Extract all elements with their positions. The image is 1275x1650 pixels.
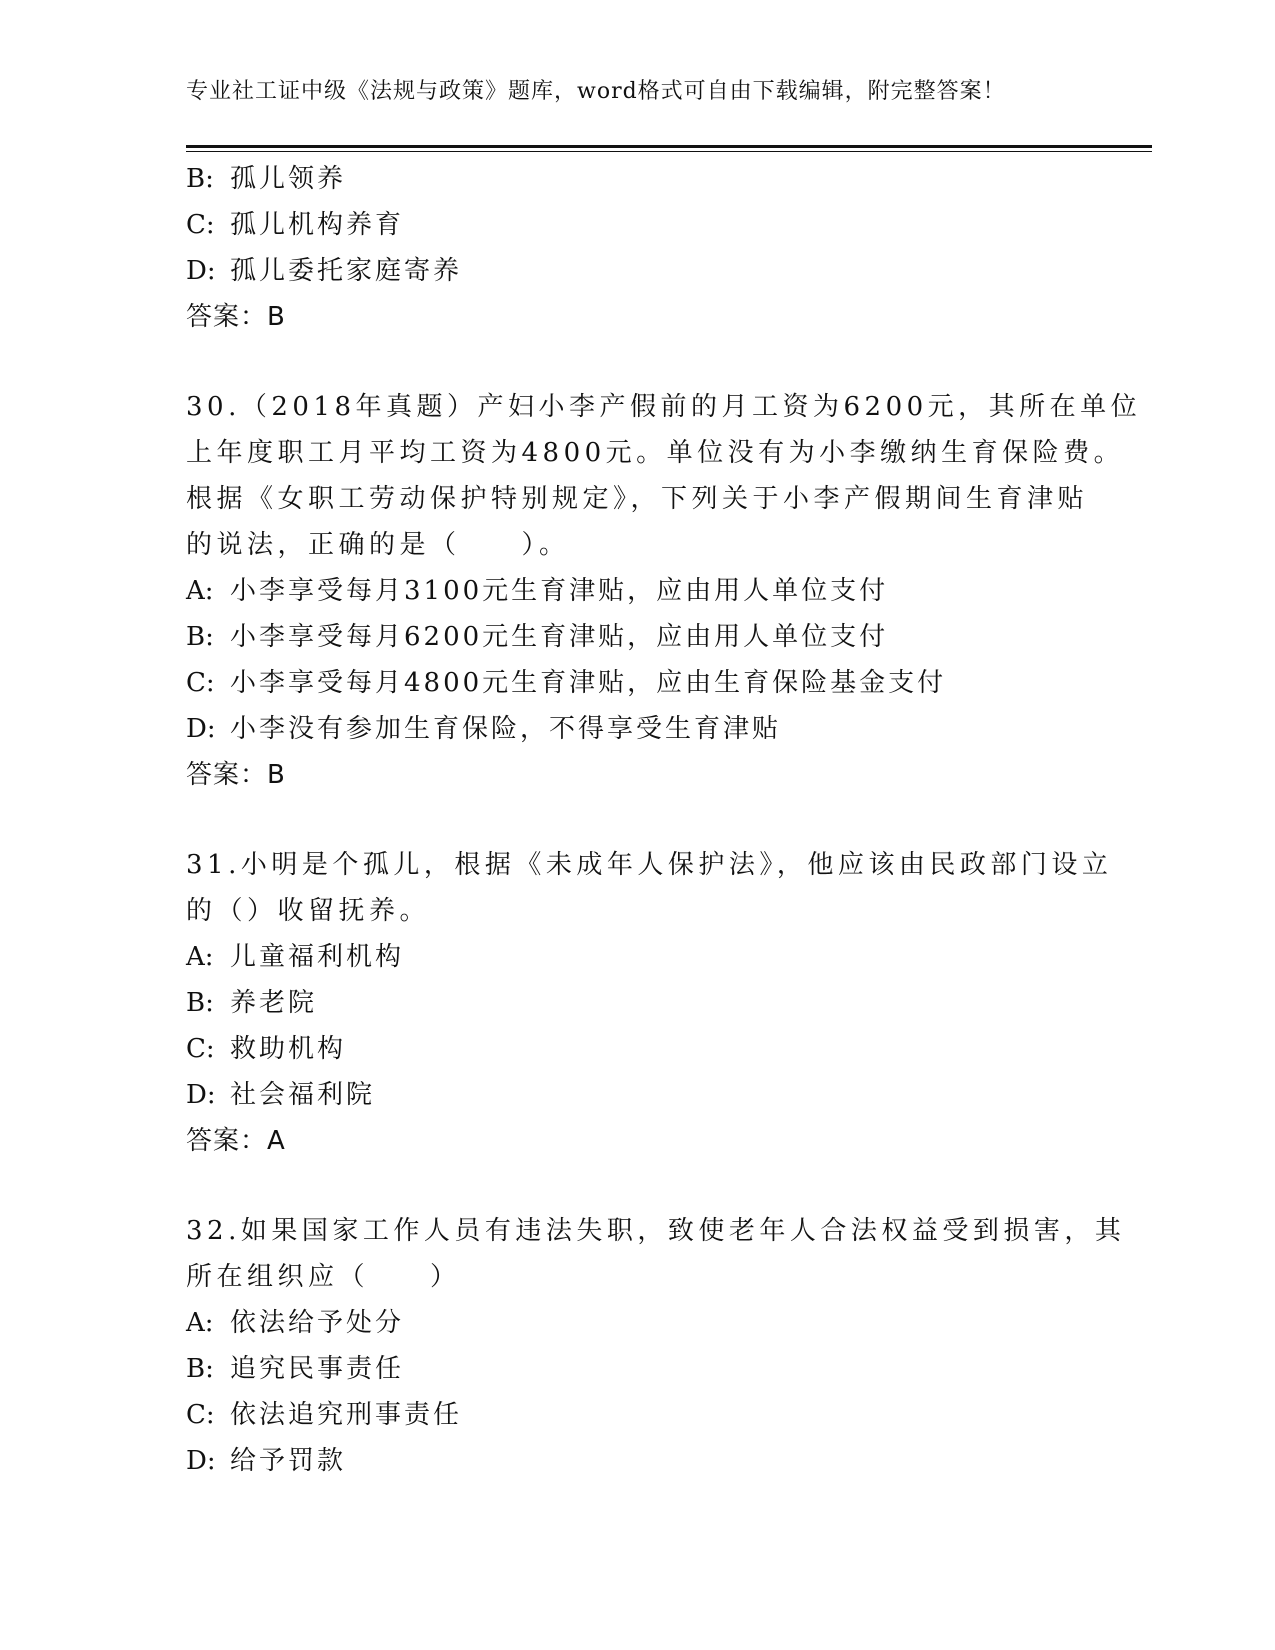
option-label: B: (186, 622, 214, 652)
q29-option-b (186, 156, 1086, 202)
option-label: A: (186, 1308, 214, 1338)
q31-option-d (186, 1072, 1086, 1118)
option-label: D: (186, 1446, 216, 1476)
q29-answer: 答案：B (186, 302, 286, 332)
q30-option-a (186, 568, 1086, 614)
q30-option-b (186, 614, 1086, 660)
option-text: 小李没有参加生育保险，不得享受生育津贴 (230, 714, 782, 744)
spacer (186, 798, 1086, 842)
q30-option-d (186, 706, 1086, 752)
page-header: 专业社工证中级《法规与政策》题库，word格式可自由下载编辑，附完整答案！ (186, 79, 1006, 104)
option-label: C: (186, 1400, 215, 1430)
q29-option-c (186, 202, 1086, 248)
option-text: 孤儿领养 (230, 164, 347, 194)
option-text: 养老院 (230, 988, 318, 1018)
option-text: 孤儿委托家庭寄养 (230, 256, 463, 286)
q30-stem-line-3: 根据《女职工劳动保护特别规定》，下列关于小李产假期间生育津贴 (186, 484, 1089, 514)
q32-option-b (186, 1346, 1086, 1392)
option-label: D: (186, 714, 216, 744)
option-label: D: (186, 256, 216, 286)
option-text: 给予罚款 (230, 1446, 347, 1476)
q31-stem-line-1: 31.小明是个孤儿，根据《未成年人保护法》，他应该由民政部门设立 (186, 850, 1113, 880)
spacer (186, 1164, 1086, 1208)
q30-stem-line-1: 30.（2018年真题）产妇小李产假前的月工资为6200元，其所在单位 (186, 392, 1142, 422)
option-label: A: (186, 576, 214, 606)
option-label: D: (186, 1080, 216, 1110)
option-text: 救助机构 (230, 1034, 347, 1064)
option-label: C: (186, 668, 215, 698)
option-label: B: (186, 988, 214, 1018)
spacer (186, 340, 1086, 384)
q30-stem-line-4: 的说法，正确的是（ ）。 (186, 530, 570, 560)
q30-answer: 答案：B (186, 760, 286, 790)
option-text: 儿童福利机构 (230, 942, 405, 972)
q32-option-c (186, 1392, 1086, 1438)
option-text: 孤儿机构养育 (230, 210, 405, 240)
header-rule-thin (186, 151, 1152, 152)
q29-option-d (186, 248, 1086, 294)
option-label: C: (186, 210, 215, 240)
q32-option-d (186, 1438, 1086, 1484)
option-text: 依法给予处分 (230, 1308, 405, 1338)
q32-option-a (186, 1300, 1086, 1346)
option-label: B: (186, 164, 214, 194)
q31-option-b (186, 980, 1086, 1026)
q31-stem-line-2: 的（）收留抚养。 (186, 896, 431, 926)
option-label: C: (186, 1034, 215, 1064)
q30-stem-line-2: 上年度职工月平均工资为4800元。单位没有为小李缴纳生育保险费。 (186, 438, 1125, 468)
option-text: 追究民事责任 (230, 1354, 405, 1384)
option-text: 小李享受每月4800元生育津贴，应由生育保险基金支付 (230, 668, 947, 698)
option-text: 社会福利院 (230, 1080, 376, 1110)
option-label: B: (186, 1354, 214, 1384)
q31-option-c (186, 1026, 1086, 1072)
option-text: 小李享受每月6200元生育津贴，应由用人单位支付 (230, 622, 889, 652)
q32-stem-line-1: 32.如果国家工作人员有违法失职，致使老年人合法权益受到损害，其 (186, 1216, 1126, 1246)
question-content (186, 156, 1142, 1484)
q31-option-a (186, 934, 1086, 980)
header-rule-thick (186, 145, 1152, 148)
q32-stem-line-2: 所在组织应（ ） (186, 1262, 461, 1292)
q31-answer: 答案：A (186, 1126, 286, 1156)
option-label: A: (186, 942, 214, 972)
option-text: 依法追究刑事责任 (230, 1400, 463, 1430)
q30-option-c (186, 660, 1086, 706)
option-text: 小李享受每月3100元生育津贴，应由用人单位支付 (230, 576, 889, 606)
